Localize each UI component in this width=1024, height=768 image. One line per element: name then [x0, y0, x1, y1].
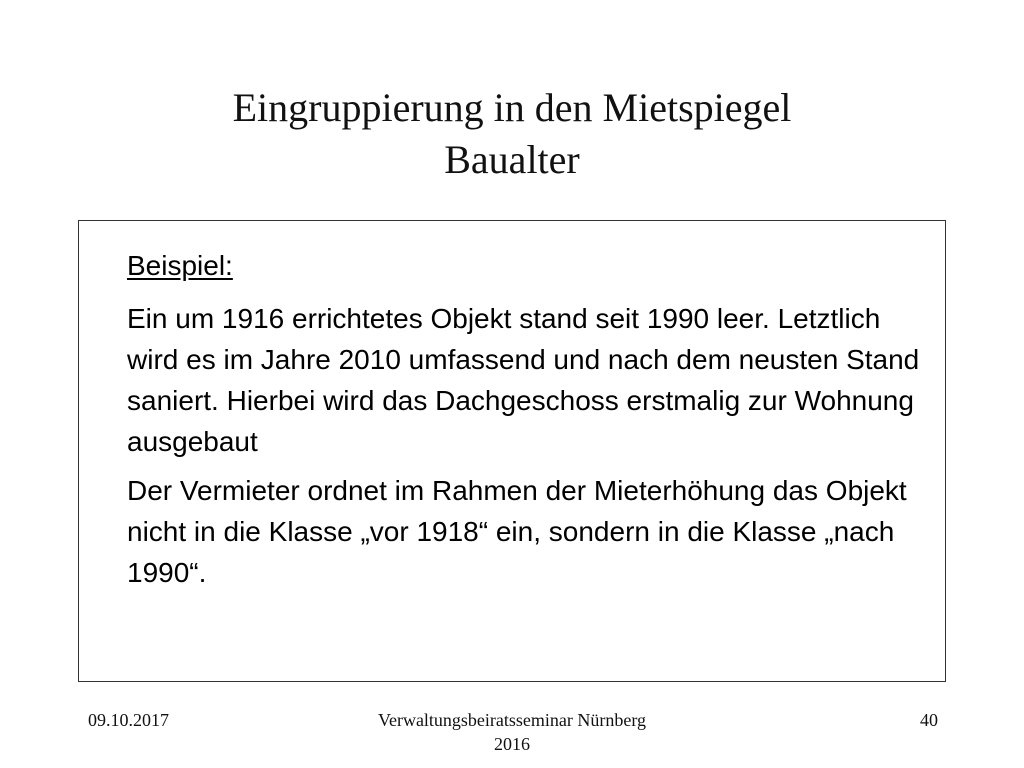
- slide-title: [0, 82, 1024, 186]
- paragraph-2: Der Vermieter ordnet im Rahmen der Mieterhöhung das Objekt nicht in die Klasse „vor 1918“ ein, sondern in die Klasse „nach 1990“.: [127, 475, 907, 588]
- page-number: 40: [920, 710, 938, 730]
- footer-title-line-1: Verwaltungsbeiratsseminar Nürnberg: [377, 710, 647, 730]
- title-line-2: Baualter: [444, 137, 580, 182]
- example-label: Beispiel:: [127, 250, 233, 281]
- title-line-1: Eingruppierung in den Mietspiegel: [232, 85, 792, 130]
- footer-title: [312, 708, 712, 756]
- footer-title-line-2: 2016: [494, 734, 530, 754]
- footer-date: 09.10.2017: [88, 710, 169, 730]
- content-text: [127, 245, 927, 601]
- content-box: [78, 220, 946, 682]
- paragraph-1: Ein um 1916 errichtetes Objekt stand seit 1990 leer. Letztlich wird es im Jahre 2010 umfassend und nach dem neusten Stand saniert. Hierbei wird das Dachgeschoss erstmalig zur Wohnung ausgebaut: [127, 303, 920, 457]
